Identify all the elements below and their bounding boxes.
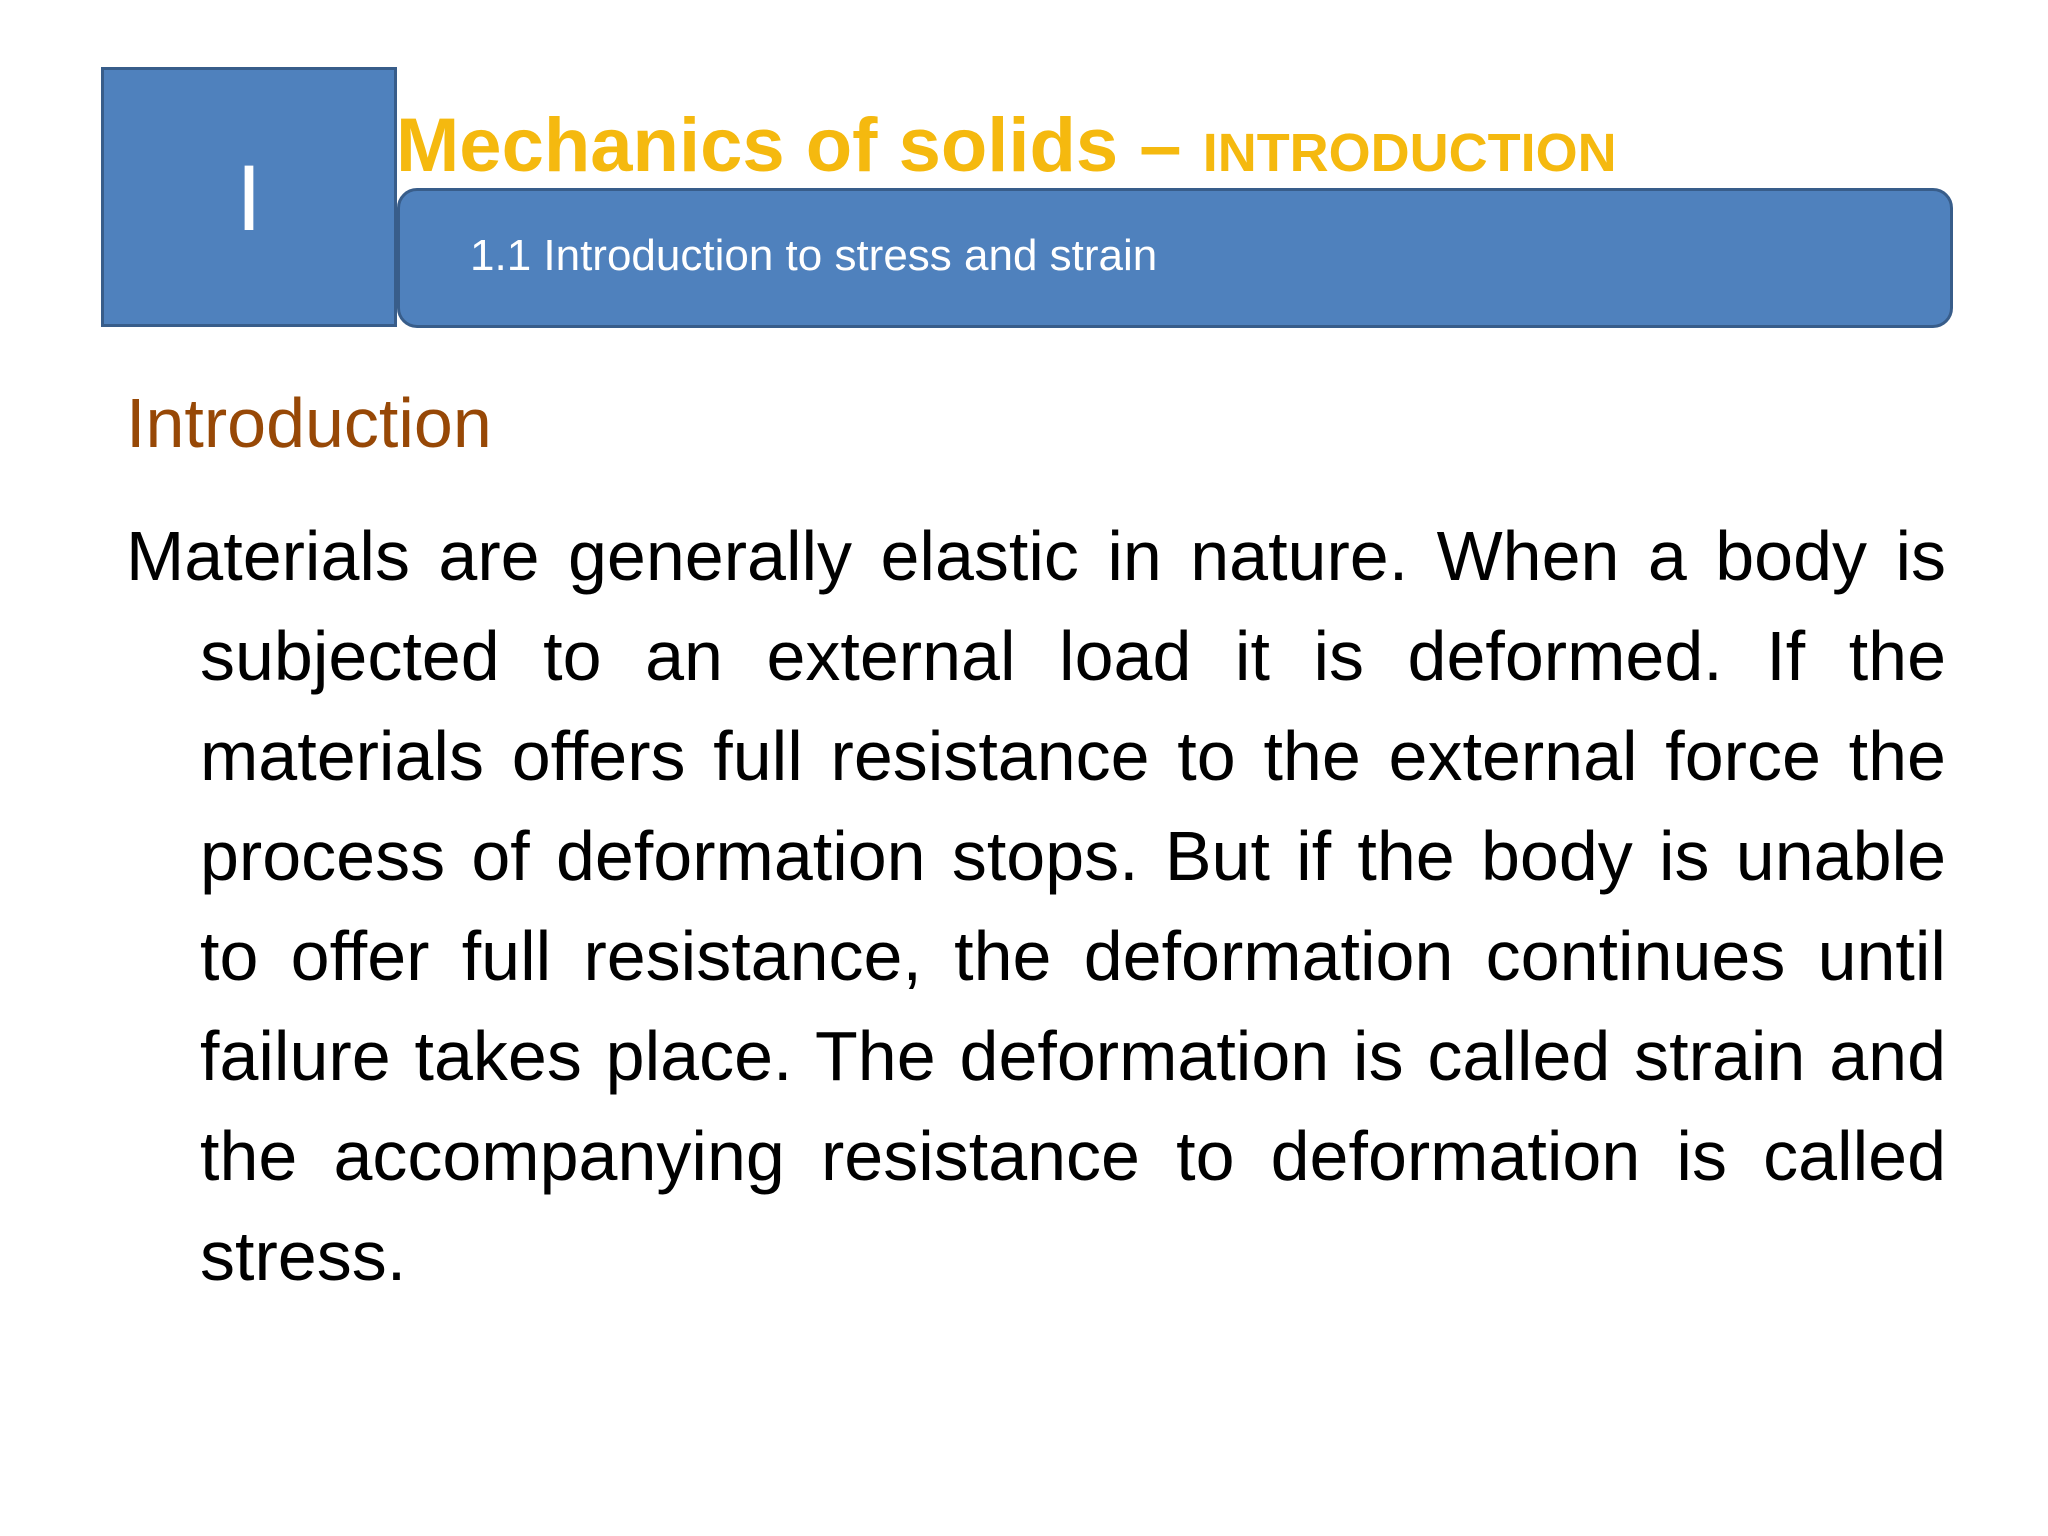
slide-title-sub: INTRODUCTION	[1202, 123, 1617, 183]
slide-title	[396, 103, 1617, 188]
slide-title-main: Mechanics of solids –	[396, 103, 1203, 188]
unit-number-label: I	[236, 148, 262, 251]
unit-number-box	[101, 67, 397, 327]
section-heading: Introduction	[126, 384, 492, 462]
subtitle-text: 1.1 Introduction to stress and strain	[470, 231, 1158, 280]
subtitle-banner	[397, 188, 1953, 328]
body-paragraph: Materials are generally elastic in nature. When a body is subjected to an external load it is deformed. If the materials offers full resistance to the external force the process of deformation stops. But if the body is unable to offer full resistance, the deformation continues until failure takes place. The deformation is called strain and the accompanying resistance to deformation is called stress.	[126, 517, 1946, 1295]
